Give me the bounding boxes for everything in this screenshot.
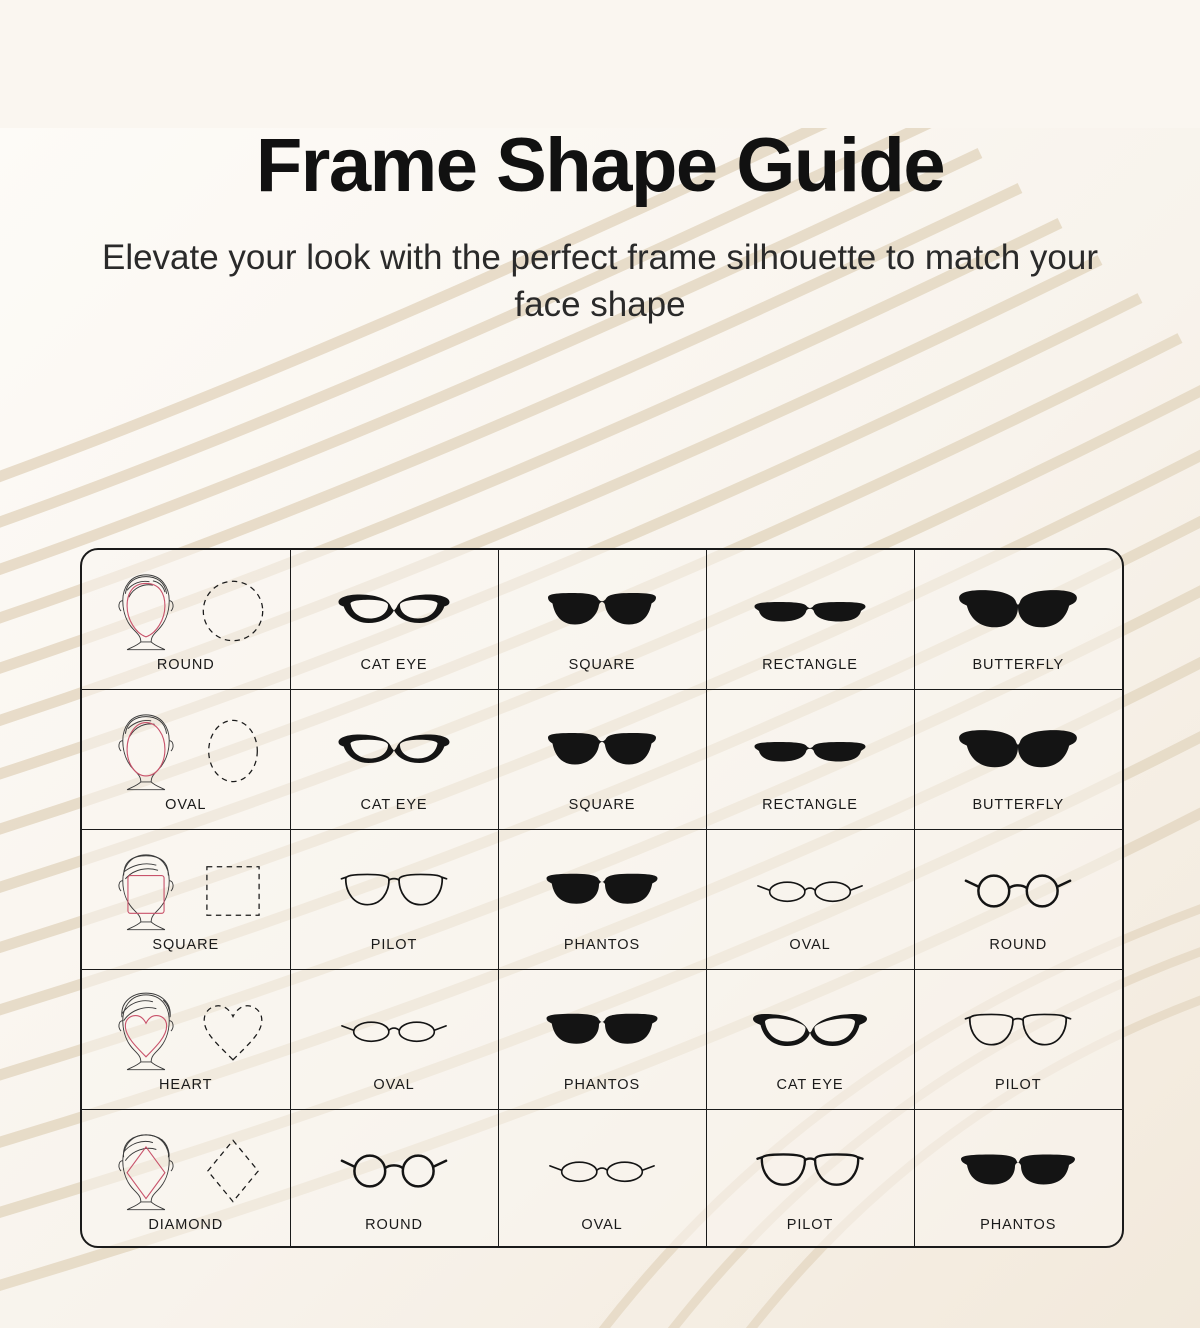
frame-cell-oval <box>706 830 914 970</box>
frame-label: CAT EYE <box>360 656 428 673</box>
frame-label: OVAL <box>581 1216 623 1233</box>
frame-cell-butterfly <box>914 690 1122 830</box>
frame-cell-butterfly <box>914 550 1122 690</box>
frame-cell-phantos <box>498 970 706 1110</box>
frame-icon-pilot <box>340 864 448 918</box>
face-shape-outline-diamond <box>197 1135 269 1207</box>
frame-cell-square <box>498 690 706 830</box>
frame-cell-oval <box>290 970 498 1110</box>
frame-label: PILOT <box>370 936 418 953</box>
frame-icon-phantos <box>542 1005 662 1057</box>
face-shape-outline-oval <box>197 715 269 787</box>
frame-icon-cat-eye <box>334 723 454 779</box>
frame-cell-round <box>290 1110 498 1249</box>
face-cell-diamond <box>82 1110 290 1249</box>
frame-icon-oval <box>755 873 865 909</box>
frame-cell-cat-eye <box>290 690 498 830</box>
frame-label: OVAL <box>373 1076 415 1093</box>
frame-icon-round <box>339 1146 449 1196</box>
frame-icon-pilot <box>964 1004 1072 1058</box>
frame-icon-cat-eye <box>334 583 454 639</box>
face-cell-oval <box>82 690 290 830</box>
frame-cell-rectangle <box>706 690 914 830</box>
face-cell-square <box>82 830 290 970</box>
frame-icon-oval <box>339 1013 449 1049</box>
frame-icon-butterfly <box>956 722 1080 780</box>
frame-cell-pilot <box>290 830 498 970</box>
frame-label: PHANTOS <box>563 936 641 953</box>
frame-cell-cat-eye <box>290 550 498 690</box>
table-row <box>82 830 1122 970</box>
page-title: Frame Shape Guide <box>255 123 945 208</box>
table-row <box>82 970 1122 1110</box>
face-shape-outline-square <box>197 855 269 927</box>
frame-cell-round <box>914 830 1122 970</box>
frame-icon-butterfly <box>956 582 1080 640</box>
face-shape-outline-heart <box>197 995 269 1067</box>
frame-label: SQUARE <box>568 656 636 673</box>
frame-cell-pilot <box>706 1110 914 1249</box>
face-label: ROUND <box>156 656 215 673</box>
frame-icon-oval <box>547 1153 657 1189</box>
face-label: OVAL <box>165 796 207 813</box>
frame-label: RECTANGLE <box>762 656 858 673</box>
frame-label: RECTANGLE <box>762 796 858 813</box>
frame-shape-table <box>80 548 1124 1248</box>
frame-label: PILOT <box>786 1216 834 1233</box>
face-label: HEART <box>159 1076 213 1093</box>
page-subtitle: Elevate your look with the perfect frame silhouette to match your face shape <box>101 238 1099 325</box>
face-cell-heart <box>82 970 290 1110</box>
face-illustration-square <box>103 848 189 934</box>
frame-icon-phantos <box>958 1148 1078 1194</box>
frame-icon-square <box>542 583 662 639</box>
frame-icon-rectangle <box>750 591 870 631</box>
face-label: DIAMOND <box>148 1216 224 1233</box>
table-row <box>82 690 1122 830</box>
frame-cell-rectangle <box>706 550 914 690</box>
table-row <box>82 550 1122 690</box>
face-label: SQUARE <box>152 936 220 953</box>
face-illustration-heart <box>103 988 189 1074</box>
frame-label: BUTTERFLY <box>972 656 1065 673</box>
frame-cell-pilot <box>914 970 1122 1110</box>
face-shape-outline-round <box>197 575 269 647</box>
frame-icon-pilot <box>756 1144 864 1198</box>
frame-label: ROUND <box>989 936 1048 953</box>
frame-label: CAT EYE <box>360 796 428 813</box>
frame-label: PHANTOS <box>563 1076 641 1093</box>
frame-icon-cat-eye <box>750 1005 870 1057</box>
frame-label: SQUARE <box>568 796 636 813</box>
frame-icon-rectangle <box>750 731 870 771</box>
frame-label: PILOT <box>995 1076 1042 1093</box>
frame-cell-oval <box>498 1110 706 1249</box>
frame-cell-square <box>498 550 706 690</box>
frame-cell-phantos <box>914 1110 1122 1249</box>
frame-cell-cat-eye <box>706 970 914 1110</box>
table-row <box>82 1110 1122 1249</box>
frame-label: PHANTOS <box>980 1216 1057 1233</box>
face-cell-round <box>82 550 290 690</box>
frame-label: BUTTERFLY <box>972 796 1065 813</box>
frame-icon-round <box>963 866 1073 916</box>
frame-icon-square <box>542 723 662 779</box>
frame-label: CAT EYE <box>776 1076 844 1093</box>
frame-icon-phantos <box>542 865 662 917</box>
face-illustration-oval <box>103 708 189 794</box>
frame-cell-phantos <box>498 830 706 970</box>
frame-label: OVAL <box>789 936 831 953</box>
face-illustration-diamond <box>103 1128 189 1214</box>
face-illustration-round <box>103 568 189 654</box>
frame-label: ROUND <box>365 1216 423 1233</box>
